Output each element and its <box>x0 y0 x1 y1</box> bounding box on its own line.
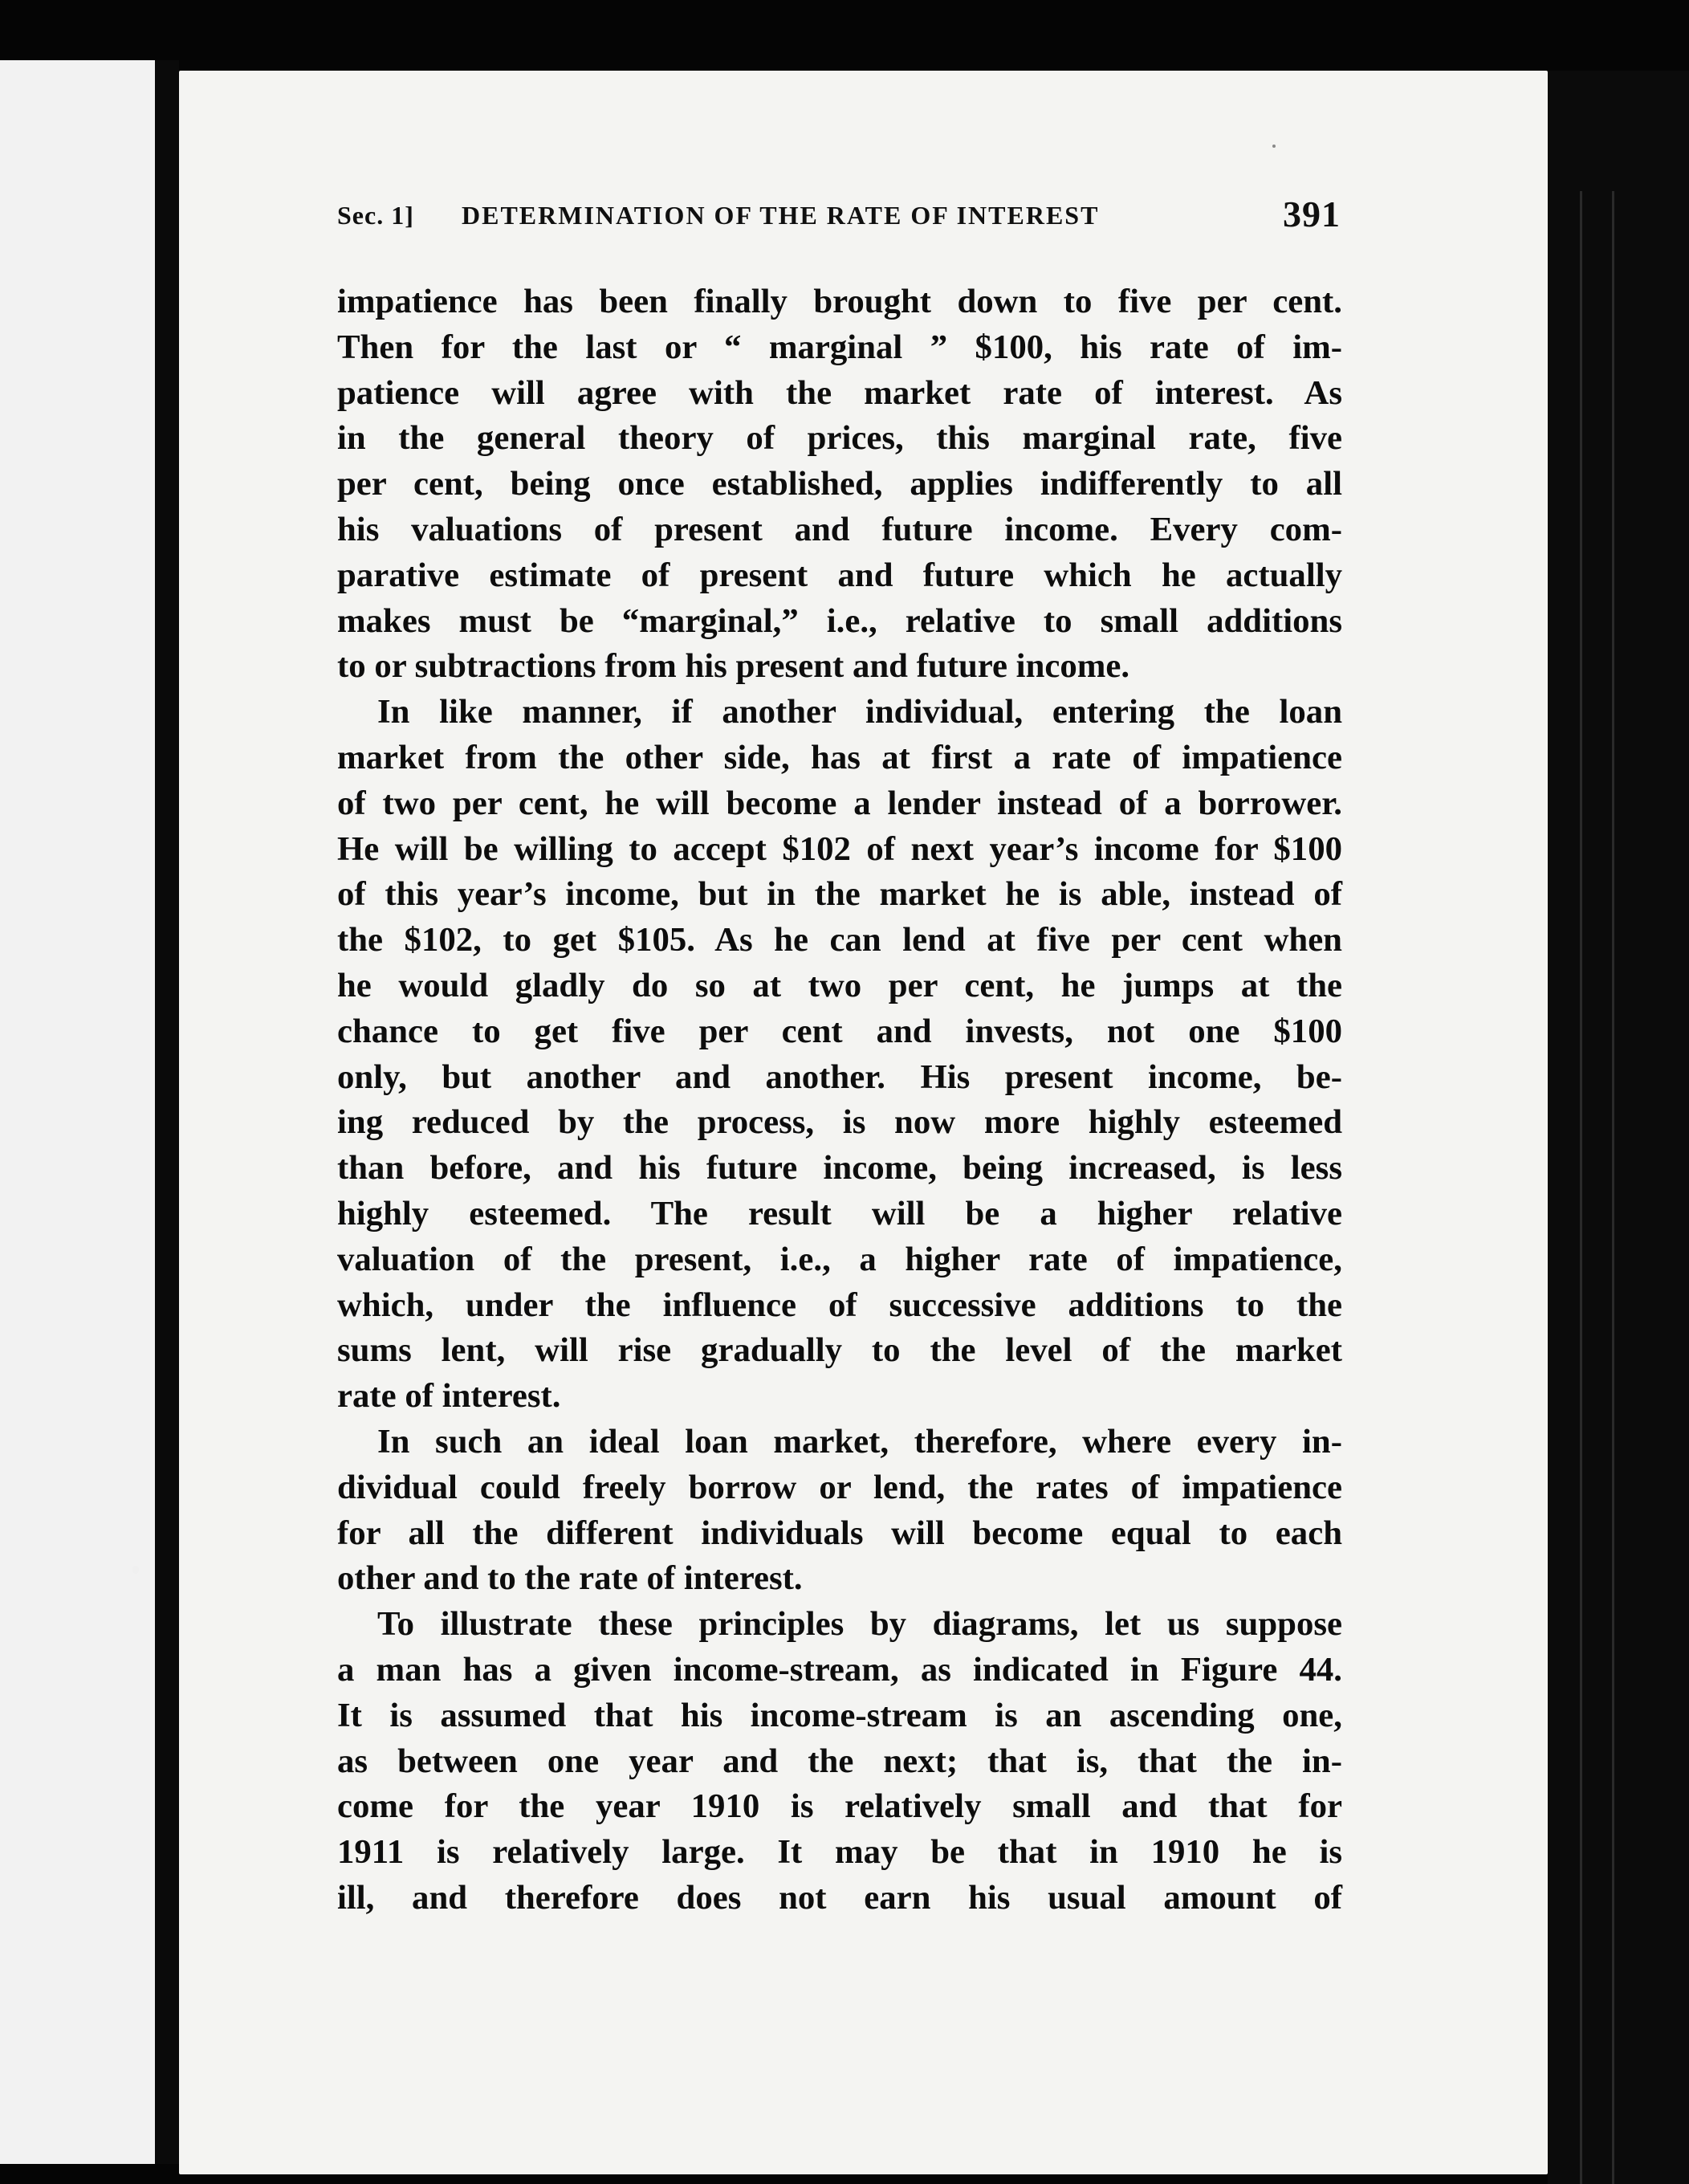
text-line: parative estimate of present and future which he actually <box>337 556 1342 594</box>
left-page-margin <box>0 60 161 2164</box>
page-edge-line <box>1612 191 1614 2184</box>
text-line: per cent, being once established, applies indifferently to all <box>337 465 1342 503</box>
text-line: chance to get five per cent and invests, not one $100 <box>337 1012 1342 1050</box>
text-line: come for the year 1910 is relatively small and that for <box>337 1787 1342 1826</box>
text-line: ing reduced by the process, is now more highly esteemed <box>337 1103 1342 1142</box>
text-line: 1911 is relatively large. It may be that in 1910 he is <box>337 1833 1342 1872</box>
text-line: sums lent, will rise gradually to the level of the market <box>337 1331 1342 1370</box>
section-label: Sec. 1] <box>337 201 414 230</box>
text-line: a man has a given income-stream, as indicated in Figure 44. <box>337 1650 1342 1689</box>
text-line: ill, and therefore does not earn his usual amount of <box>337 1878 1342 1917</box>
page-edge-line <box>1580 191 1582 2184</box>
text-line: It is assumed that his income-stream is an ascending one, <box>337 1696 1342 1734</box>
text-line: to or subtractions from his present and future income. <box>337 647 1130 686</box>
text-line: in the general theory of prices, this marginal rate, five <box>337 419 1342 458</box>
text-line: only, but another and another. His present income, be- <box>337 1057 1342 1096</box>
scan-speck <box>132 1566 139 1574</box>
text-line: market from the other side, has at first a rate of impatience <box>337 738 1342 776</box>
text-line: than before, and his future income, being increased, is less <box>337 1149 1342 1188</box>
text-line: impatience has been finally brought down to five per cent. <box>337 283 1342 320</box>
body-text <box>337 279 1342 1921</box>
text-line: highly esteemed. The result will be a higher relative <box>337 1194 1342 1233</box>
text-line: as between one year and the next; that is, that the in- <box>337 1742 1342 1780</box>
text-line: which, under the influence of successive additions to the <box>337 1286 1342 1324</box>
text-line: he would gladly do so at two per cent, he jumps at the <box>337 966 1342 1004</box>
text-line: makes must be “marginal,” i.e., relative to small additions <box>337 601 1342 640</box>
text-line: of this year’s income, but in the market he is able, instead of <box>337 875 1342 914</box>
text-line: dividual could freely borrow or lend, the rates of impatience <box>337 1468 1342 1506</box>
text-line: To illustrate these principles by diagrams, let us suppose <box>377 1605 1342 1644</box>
text-line: In like manner, if another individual, entering the loan <box>377 693 1342 731</box>
text-line: He will be willing to accept $102 of next year’s income for $100 <box>337 829 1342 868</box>
text-line: for all the different individuals will become equal to each <box>337 1514 1342 1552</box>
scan-speck <box>1272 145 1276 148</box>
text-line: patience will agree with the market rate of interest. As <box>337 373 1342 412</box>
text-line: the $102, to get $105. As he can lend at five per cent when <box>337 921 1342 960</box>
gutter-shadow <box>155 60 179 2164</box>
text-line: Then for the last or “ marginal ” $100, his rate of im- <box>337 328 1342 366</box>
text-line: In such an ideal loan market, therefore, where every in- <box>377 1422 1342 1461</box>
page-edge-shadow <box>1548 71 1689 2184</box>
page-number: 391 <box>1283 194 1341 234</box>
text-line: his valuations of present and future income. Every com- <box>337 510 1342 548</box>
text-line: valuation of the present, i.e., a higher rate of impatience, <box>337 1240 1342 1278</box>
chapter-title: DETERMINATION OF THE RATE OF INTEREST <box>462 201 1100 230</box>
running-head <box>337 193 1341 241</box>
text-line: other and to the rate of interest. <box>337 1559 803 1598</box>
text-line: rate of interest. <box>337 1377 561 1416</box>
text-line: of two per cent, he will become a lender instead of a borrower. <box>337 784 1342 822</box>
